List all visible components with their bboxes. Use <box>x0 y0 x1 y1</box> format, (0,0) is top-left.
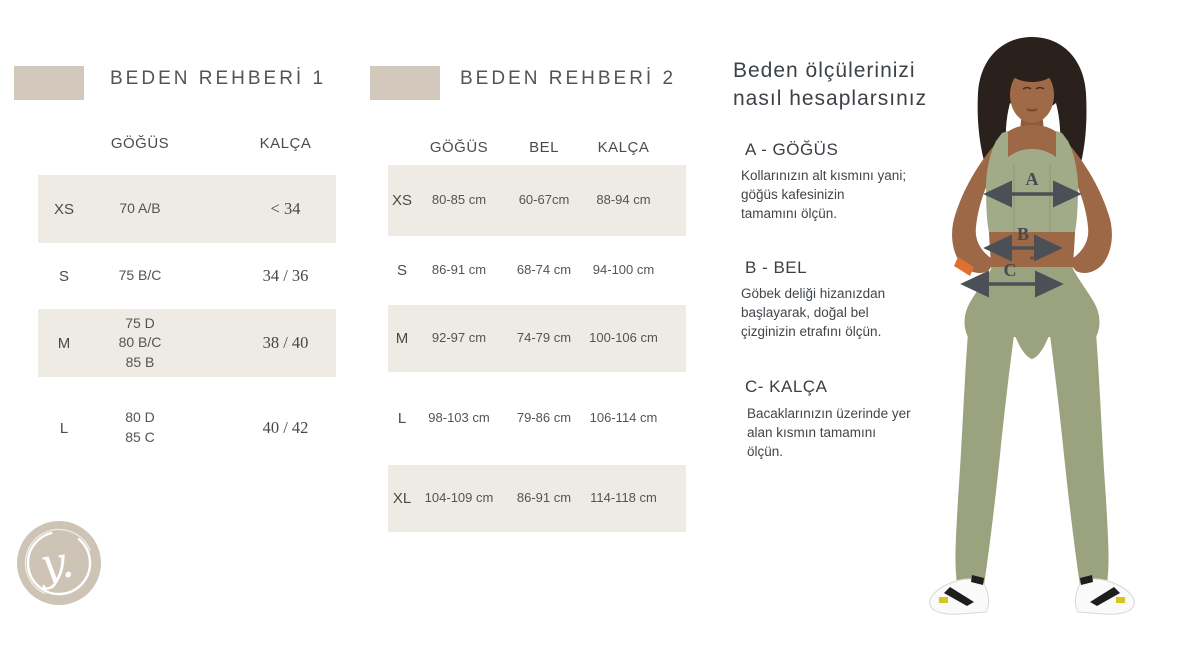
kalca-value: 100-106 cm <box>589 330 658 346</box>
measure-label-b: B <box>1016 224 1030 244</box>
gogus-line: 80 B/C <box>118 334 162 351</box>
kalca-value: < 34 <box>270 199 301 219</box>
body-line: Göbek deliği hizanızdan <box>741 286 886 301</box>
kalca-value: 114-118 cm <box>590 490 657 506</box>
howto-title-line1: Beden ölçülerinizi <box>733 59 916 82</box>
guide1-header-kalca: KALÇA <box>259 134 312 152</box>
bel-value: 86-91 cm <box>516 490 572 506</box>
body-line: tamamını ölçün. <box>741 206 838 221</box>
size-label: M <box>395 330 409 347</box>
kalca-value: 94-100 cm <box>592 262 655 278</box>
body-line: Kollarınızın alt kısmını yani; <box>741 168 907 183</box>
table-row <box>38 175 336 243</box>
section-heading-gogus: A - GÖĞÜS <box>745 140 839 159</box>
gogus-value: 75 B/C <box>118 267 162 284</box>
table-row <box>388 372 686 465</box>
kalca-value: 38 / 40 <box>262 333 309 353</box>
body-line: Bacaklarınızın üzerinde yer <box>747 406 911 421</box>
guide2-header-bel: BEL <box>529 138 559 156</box>
logo-letter: y. <box>37 536 77 592</box>
guide1-table <box>38 175 336 479</box>
size-label: S <box>396 262 407 279</box>
size-label: XS <box>53 200 74 218</box>
brand-logo-icon <box>17 521 101 605</box>
gogus-value: 104-109 cm <box>424 490 494 506</box>
guide1-title: BEDEN REHBERİ 1 <box>110 68 327 89</box>
kalca-value: 88-94 cm <box>596 192 651 208</box>
gogus-value: 70 A/B <box>119 200 161 217</box>
bel-value: 79-86 cm <box>516 410 572 426</box>
section-heading-kalca: C- KALÇA <box>745 377 828 396</box>
size-label: XL <box>392 490 412 507</box>
guide2-table <box>388 165 686 532</box>
kalca-value: 34 / 36 <box>262 266 309 286</box>
measure-label-c: C <box>1003 260 1017 280</box>
gogus-value <box>90 408 190 447</box>
guide2-header-gogus: GÖĞÜS <box>429 138 489 156</box>
section-heading-bel: B - BEL <box>745 258 808 277</box>
guide1-header-gogus: GÖĞÜS <box>110 134 170 152</box>
gogus-line: 85 B <box>125 353 155 370</box>
gogus-value <box>90 314 190 373</box>
guide2-header-row <box>388 135 686 159</box>
gogus-value: 98-103 cm <box>428 410 490 426</box>
guide1-header-row <box>38 131 336 155</box>
model-photo <box>920 25 1182 640</box>
bel-value: 74-79 cm <box>516 330 572 346</box>
guide2-color-swatch <box>370 66 440 100</box>
gogus-line: 80 D <box>125 409 155 426</box>
size-label: M <box>57 334 71 352</box>
size-label: L <box>59 419 69 437</box>
body-line: başlayarak, doğal bel <box>741 305 869 320</box>
gogus-line: 75 D <box>125 314 155 331</box>
right-sneaker <box>1075 575 1134 614</box>
gogus-value: 86-91 cm <box>431 262 487 278</box>
measure-label-a: A <box>1025 169 1039 189</box>
guide1-color-swatch <box>14 66 84 100</box>
bel-value: 60-67cm <box>518 192 570 208</box>
body-line: ölçün. <box>747 444 784 459</box>
size-label: S <box>58 267 69 285</box>
table-row <box>388 165 686 236</box>
kalca-value: 106-114 cm <box>589 410 658 426</box>
guide2-header-kalca: KALÇA <box>597 138 650 156</box>
body-line: çizginizin etrafını ölçün. <box>741 324 882 339</box>
size-label: L <box>397 410 407 427</box>
table-row <box>38 377 336 479</box>
table-row <box>38 243 336 309</box>
left-sneaker <box>930 575 989 614</box>
table-row <box>388 465 686 532</box>
table-row <box>388 236 686 305</box>
gogus-value: 80-85 cm <box>431 192 487 208</box>
body-line: alan kısmın tamamını <box>747 425 877 440</box>
gogus-line: 85 C <box>125 429 155 445</box>
bel-value: 68-74 cm <box>516 262 572 278</box>
howto-title-line2: nasıl hesaplarsınız <box>733 87 928 110</box>
table-row <box>38 309 336 377</box>
body-line: göğüs kafesinizin <box>741 187 845 202</box>
model-leggings <box>965 267 1100 337</box>
gogus-value: 92-97 cm <box>431 330 487 346</box>
size-label: XS <box>391 192 412 209</box>
kalca-value: 40 / 42 <box>262 418 309 438</box>
table-row <box>388 305 686 372</box>
guide2-title: BEDEN REHBERİ 2 <box>460 68 677 89</box>
